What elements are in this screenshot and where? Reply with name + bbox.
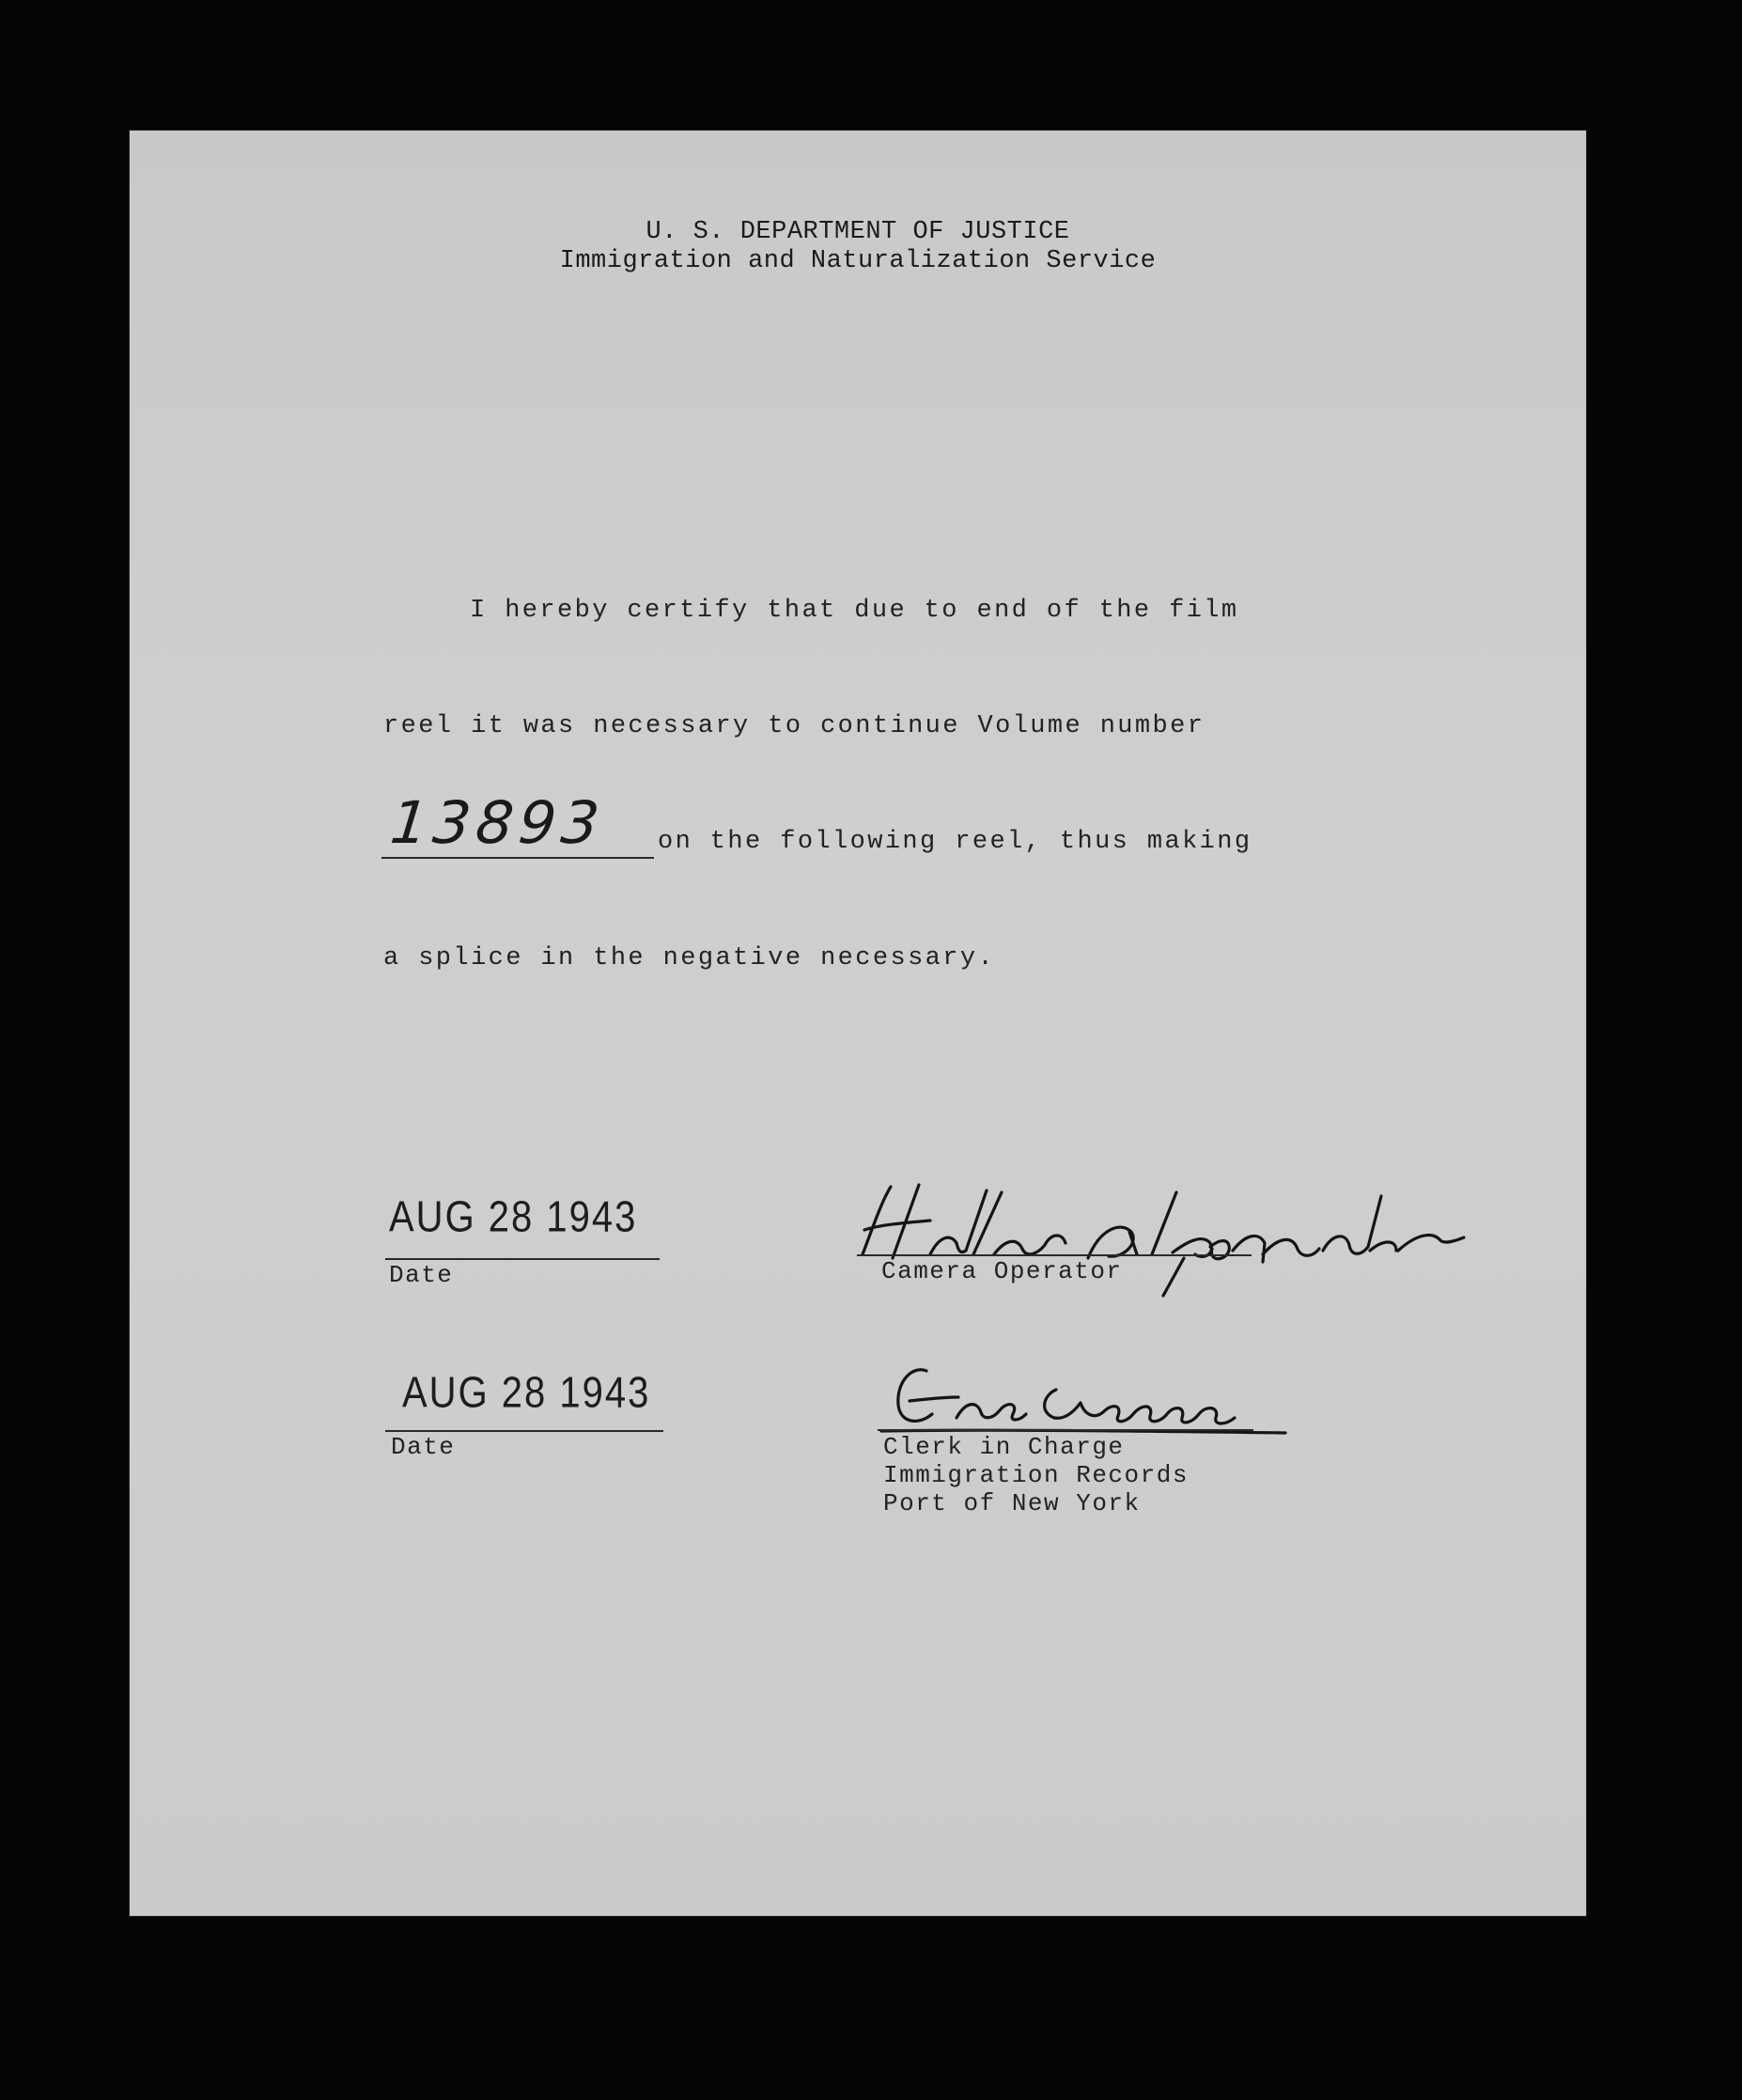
certify-line-2: reel it was necessary to continue Volume number (383, 712, 1205, 740)
date-stamp-2: AUG 28 1943 (402, 1369, 651, 1417)
clerk-role-line-3: Port of New York (883, 1489, 1141, 1517)
service-title: Immigration and Naturalization Service (559, 247, 1157, 275)
camera-operator-label: Camera Operator (881, 1257, 1123, 1285)
camera-operator-signature (853, 1164, 1530, 1314)
clerk-role-line-1: Clerk in Charge (883, 1433, 1125, 1461)
date-line-1 (385, 1258, 660, 1260)
volume-number-underline (381, 857, 654, 859)
volume-number: 13893 (387, 788, 609, 857)
clerk-role-line-2: Immigration Records (883, 1461, 1189, 1489)
document-page (130, 131, 1586, 1916)
signature-line-1 (857, 1254, 1252, 1256)
date-line-2 (385, 1430, 663, 1432)
date-stamp-1: AUG 28 1943 (389, 1193, 638, 1241)
department-title: U. S. DEPARTMENT OF JUSTICE (645, 218, 1070, 246)
certify-line-3: on the following reel, thus making (658, 828, 1252, 856)
date-label-2: Date (391, 1433, 456, 1461)
certify-line-4: a splice in the negative necessary. (383, 944, 996, 972)
date-label-1: Date (389, 1261, 454, 1289)
signature-line-2 (878, 1429, 1253, 1431)
certify-line-1: I hereby certify that due to end of the film (470, 597, 1239, 625)
